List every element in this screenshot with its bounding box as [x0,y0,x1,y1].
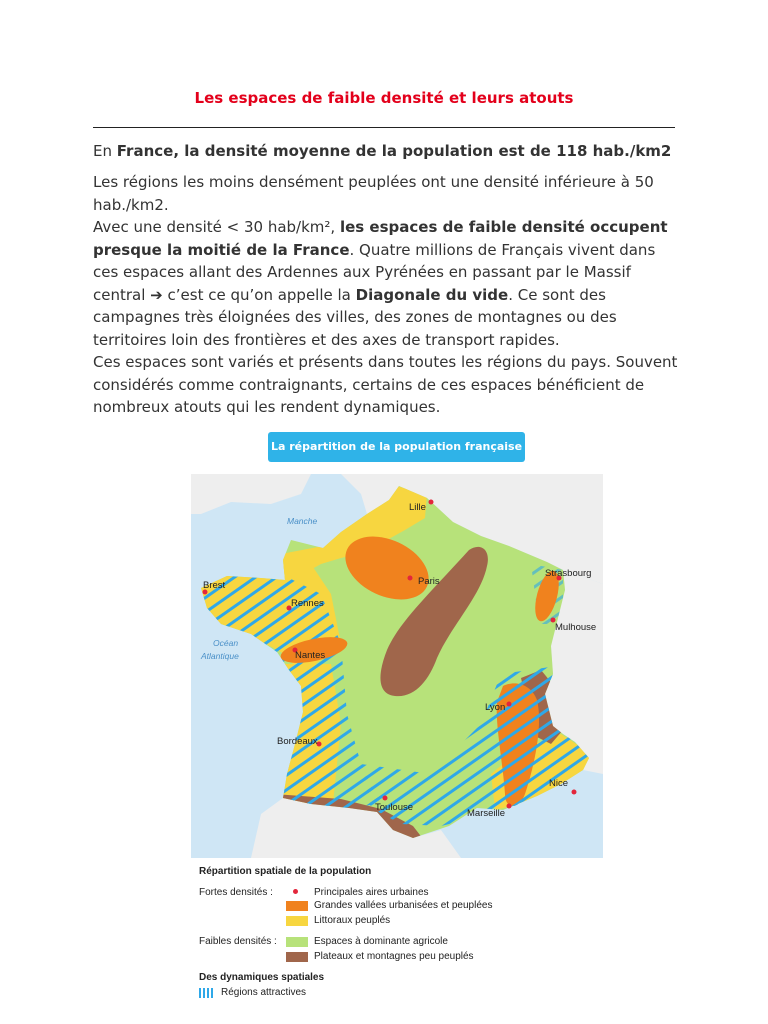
attractive-hatch-icon [199,988,215,998]
city-label-lille: Lille [409,502,426,513]
paragraph-3: Ces espaces sont variés et présents dans toutes les régions du pays. Souvent considérés comme contraignants, certains de ces espaces bénéficient de nombreux atouts qui les rendent dynamiques. [93,353,678,416]
legend-urban-text: Principales aires urbaines [314,887,429,898]
legend-valleys-text: Grandes vallées urbanisées et peuplées [314,900,493,911]
p2-bold-a: les espaces de faible densité occupent presque la moitié de la France [93,218,668,259]
paragraph-1: Les régions les moins densément peuplées ont une densité inférieure à 50 hab./km2. [93,173,654,214]
city-label-marseille: Marseille [467,808,506,819]
legend-row-attractive [199,987,599,1000]
legend-strong-label: Fortes densités : [199,887,273,898]
city-dot-marseille [507,804,512,809]
legend-weak-label: Faibles densités : [199,936,277,947]
legend-row-dyn-title [199,972,599,985]
legend-row-littoral [199,915,599,928]
legend-row-plateaux [199,951,599,964]
city-label-mulhouse: Mulhouse [555,622,597,633]
legend-row-urban [199,887,599,900]
city-label-toulouse: Toulouse [375,802,414,813]
valleys-swatch-icon [286,901,308,911]
paragraph-2 [93,216,683,351]
p2-bold-e: Diagonale du vide [355,285,509,304]
arrow-icon: ➔ [150,285,163,304]
city-label-lyon: Lyon [485,702,506,713]
littoral-swatch-icon [286,916,308,926]
legend-plateaux-text: Plateaux et montagnes peu peuplés [314,951,474,962]
sea-label-ocean-2: Atlantique [201,651,239,661]
map-banner: La répartition de la population française [268,432,525,462]
legend-row-agricultural [199,936,599,949]
page-title: Les espaces de faible densité et leurs atouts [194,89,574,107]
sea-label-ocean-1: Océan [213,638,239,648]
agricultural-swatch-icon [286,937,308,947]
intro-bold: France, la densité moyenne de la population est de 118 hab./km2 [116,142,672,160]
title-rule [93,127,675,128]
city-label-nantes: Nantes [295,650,326,661]
p2-part-f: . Ce sont des campagnes très éloignées des villes, des zones de montagnes ou des territoires loin des frontières et des axes de transport rapides. [93,285,617,349]
city-label-brest: Brest [203,580,226,591]
plateaux-swatch-icon [286,952,308,962]
body-text [93,171,683,419]
legend-title: Répartition spatiale de la population [199,866,372,877]
city-label-bordeaux: Bordeaux [277,736,318,747]
legend-dynamics-title: Des dynamiques spatiales [199,972,325,983]
city-dot-nice [572,790,577,795]
p2-part-a: Avec une densité < 30 hab/km², [93,218,340,236]
legend-agricultural-text: Espaces à dominante agricole [314,936,448,947]
urban-dot-icon [293,889,298,894]
city-dot-toulouse [383,796,388,801]
intro-paragraph [93,140,683,162]
intro-prefix: En [93,142,117,160]
p2-part-c: . Quatre millions de Français vivent dans ces espaces allant des Ardennes aux Pyrénées en passant par le Massif central [93,240,656,304]
city-label-rennes: Rennes [291,598,324,609]
legend-attractive-text: Régions attractives [221,987,307,998]
city-dot-paris [408,576,413,581]
city-label-paris: Paris [418,576,440,587]
city-dot-lyon [507,702,512,707]
france-population-map [191,474,603,858]
city-label-nice: Nice [549,778,569,789]
city-dot-lille [429,500,434,505]
p2-part-d: c’est ce qu’on appelle la [162,285,356,304]
sea-label-manche: Manche [287,516,318,526]
legend-littoral-text: Littoraux peuplés [314,915,391,926]
legend-row-valleys [199,900,599,913]
city-label-strasbourg: Strasbourg [545,568,592,579]
